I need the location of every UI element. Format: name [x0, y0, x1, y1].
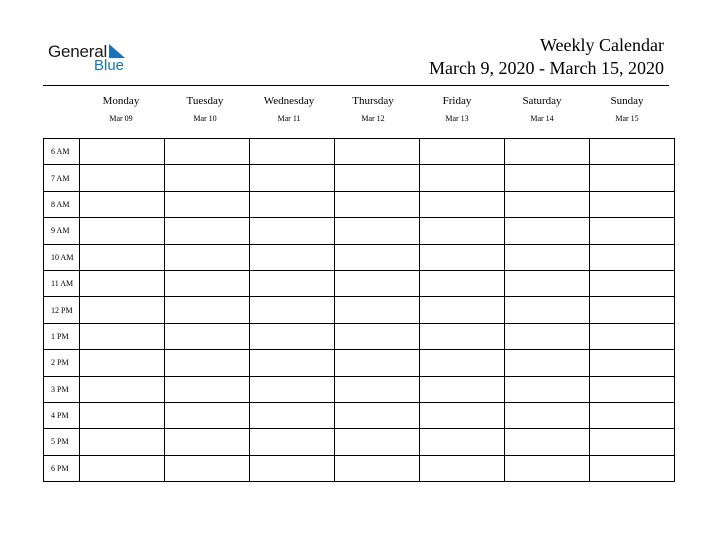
day-name: Saturday [522, 95, 562, 107]
calendar-cell[interactable] [335, 297, 420, 323]
day-date: Mar 15 [615, 114, 639, 123]
calendar-cell[interactable] [505, 323, 590, 349]
calendar-cell[interactable] [420, 402, 505, 428]
calendar-grid [43, 138, 675, 482]
time-label: 9 AM [44, 218, 80, 244]
day-header-thursday [331, 94, 415, 125]
day-name: Friday [442, 95, 472, 107]
calendar-cell[interactable] [165, 402, 250, 428]
calendar-cell[interactable] [505, 376, 590, 402]
calendar-cell[interactable] [165, 323, 250, 349]
time-label: 12 PM [44, 297, 80, 323]
calendar-cell[interactable] [590, 402, 675, 428]
calendar-cell[interactable] [165, 376, 250, 402]
calendar-cell[interactable] [590, 191, 675, 217]
time-label: 1 PM [44, 323, 80, 349]
calendar-cell[interactable] [165, 139, 250, 165]
calendar-cell[interactable] [250, 429, 335, 455]
calendar-cell[interactable] [505, 297, 590, 323]
calendar-cell[interactable] [80, 429, 165, 455]
calendar-cell[interactable] [80, 218, 165, 244]
day-date: Mar 09 [109, 114, 133, 123]
time-label: 6 PM [44, 455, 80, 481]
page-title: Weekly Calendar [540, 35, 664, 55]
time-label: 6 AM [44, 139, 80, 165]
day-date: Mar 14 [530, 114, 554, 123]
calendar-cell[interactable] [80, 323, 165, 349]
calendar-cell[interactable] [420, 376, 505, 402]
logo-word-general: General [48, 42, 108, 61]
calendar-cell[interactable] [590, 297, 675, 323]
calendar-cell[interactable] [505, 244, 590, 270]
day-header-saturday [500, 94, 584, 125]
day-date: Mar 11 [277, 114, 301, 123]
calendar-cell[interactable] [250, 244, 335, 270]
time-label: 10 AM [44, 244, 80, 270]
calendar-cell[interactable] [80, 139, 165, 165]
calendar-cell[interactable] [250, 165, 335, 191]
calendar-cell[interactable] [80, 350, 165, 376]
calendar-cell[interactable] [165, 270, 250, 296]
calendar-cell[interactable] [165, 429, 250, 455]
calendar-cell[interactable] [335, 350, 420, 376]
calendar-cell[interactable] [590, 165, 675, 191]
generalblue-logo [48, 42, 138, 76]
calendar-cell[interactable] [250, 350, 335, 376]
calendar-cell[interactable] [250, 376, 335, 402]
calendar-cell[interactable] [80, 165, 165, 191]
time-row [44, 376, 675, 402]
calendar-cell[interactable] [335, 376, 420, 402]
calendar-cell[interactable] [165, 244, 250, 270]
time-row [44, 139, 675, 165]
day-name: Sunday [610, 95, 644, 107]
calendar-cell[interactable] [505, 191, 590, 217]
calendar-cell[interactable] [80, 244, 165, 270]
day-date: Mar 13 [445, 114, 469, 123]
time-row [44, 350, 675, 376]
time-label: 8 AM [44, 191, 80, 217]
time-row [44, 429, 675, 455]
calendar-cell[interactable] [250, 297, 335, 323]
calendar-cell[interactable] [250, 323, 335, 349]
day-header-friday [415, 94, 499, 125]
day-date: Mar 10 [193, 114, 217, 123]
calendar-cell[interactable] [590, 455, 675, 481]
calendar-header [429, 34, 664, 80]
calendar-cell[interactable] [420, 350, 505, 376]
time-label: 3 PM [44, 376, 80, 402]
time-row [44, 270, 675, 296]
time-row [44, 402, 675, 428]
calendar-cell[interactable] [250, 455, 335, 481]
calendar-cell[interactable] [335, 165, 420, 191]
day-date: Mar 12 [361, 114, 385, 123]
day-header-tuesday [163, 94, 247, 125]
calendar-cell[interactable] [590, 218, 675, 244]
calendar-cell[interactable] [335, 455, 420, 481]
calendar-cell[interactable] [250, 191, 335, 217]
calendar-cell[interactable] [505, 429, 590, 455]
calendar-cell[interactable] [80, 376, 165, 402]
calendar-cell[interactable] [165, 165, 250, 191]
calendar-cell[interactable] [335, 270, 420, 296]
day-header-wednesday [247, 94, 331, 125]
calendar-cell[interactable] [250, 139, 335, 165]
time-row [44, 297, 675, 323]
calendar-cell[interactable] [335, 323, 420, 349]
calendar-cell[interactable] [80, 455, 165, 481]
calendar-cell[interactable] [505, 218, 590, 244]
calendar-cell[interactable] [590, 139, 675, 165]
time-label: 11 AM [44, 270, 80, 296]
calendar-cell[interactable] [505, 402, 590, 428]
day-name: Tuesday [186, 95, 224, 107]
calendar-cell[interactable] [590, 244, 675, 270]
calendar-cell[interactable] [505, 139, 590, 165]
calendar-cell[interactable] [165, 455, 250, 481]
time-label: 4 PM [44, 402, 80, 428]
calendar-cell[interactable] [165, 297, 250, 323]
calendar-cell[interactable] [335, 191, 420, 217]
calendar-cell[interactable] [420, 323, 505, 349]
time-row [44, 455, 675, 481]
calendar-cell[interactable] [505, 455, 590, 481]
calendar-cell[interactable] [420, 139, 505, 165]
calendar-cell[interactable] [165, 350, 250, 376]
calendar-cell[interactable] [420, 270, 505, 296]
calendar-cell[interactable] [80, 297, 165, 323]
calendar-cell[interactable] [505, 270, 590, 296]
time-row [44, 191, 675, 217]
calendar-cell[interactable] [505, 165, 590, 191]
calendar-cell[interactable] [80, 191, 165, 217]
logo-word-blue: Blue [94, 57, 125, 74]
time-label: 5 PM [44, 429, 80, 455]
calendar-cell[interactable] [590, 350, 675, 376]
calendar-cell[interactable] [335, 402, 420, 428]
calendar-cell[interactable] [250, 402, 335, 428]
day-header-monday [79, 94, 163, 125]
calendar-cell[interactable] [165, 218, 250, 244]
day-name: Wednesday [263, 95, 315, 107]
calendar-cell[interactable] [250, 270, 335, 296]
time-row [44, 165, 675, 191]
calendar-cell[interactable] [505, 350, 590, 376]
calendar-cell[interactable] [420, 244, 505, 270]
calendar-cell[interactable] [590, 376, 675, 402]
calendar-cell[interactable] [335, 429, 420, 455]
time-label: 2 PM [44, 350, 80, 376]
calendar-cell[interactable] [335, 139, 420, 165]
calendar-cell[interactable] [335, 218, 420, 244]
time-row [44, 218, 675, 244]
calendar-cell[interactable] [80, 270, 165, 296]
calendar-cell[interactable] [80, 402, 165, 428]
day-name: Monday [102, 95, 140, 107]
date-range: March 9, 2020 - March 15, 2020 [429, 58, 664, 78]
calendar-cell[interactable] [420, 191, 505, 217]
calendar-cell[interactable] [335, 244, 420, 270]
calendar-cell[interactable] [590, 270, 675, 296]
time-row [44, 244, 675, 270]
calendar-cell[interactable] [420, 455, 505, 481]
calendar-cell[interactable] [590, 323, 675, 349]
time-label: 7 AM [44, 165, 80, 191]
calendar-cell[interactable] [420, 429, 505, 455]
calendar-cell[interactable] [590, 429, 675, 455]
calendar-cell[interactable] [165, 191, 250, 217]
day-name: Thursday [352, 95, 394, 107]
day-header-sunday [585, 94, 669, 125]
calendar-cell[interactable] [420, 165, 505, 191]
calendar-cell[interactable] [420, 297, 505, 323]
header-divider [43, 85, 669, 86]
logo-triangle-icon [109, 44, 125, 58]
calendar-cell[interactable] [250, 218, 335, 244]
calendar-cell[interactable] [420, 218, 505, 244]
time-row [44, 323, 675, 349]
